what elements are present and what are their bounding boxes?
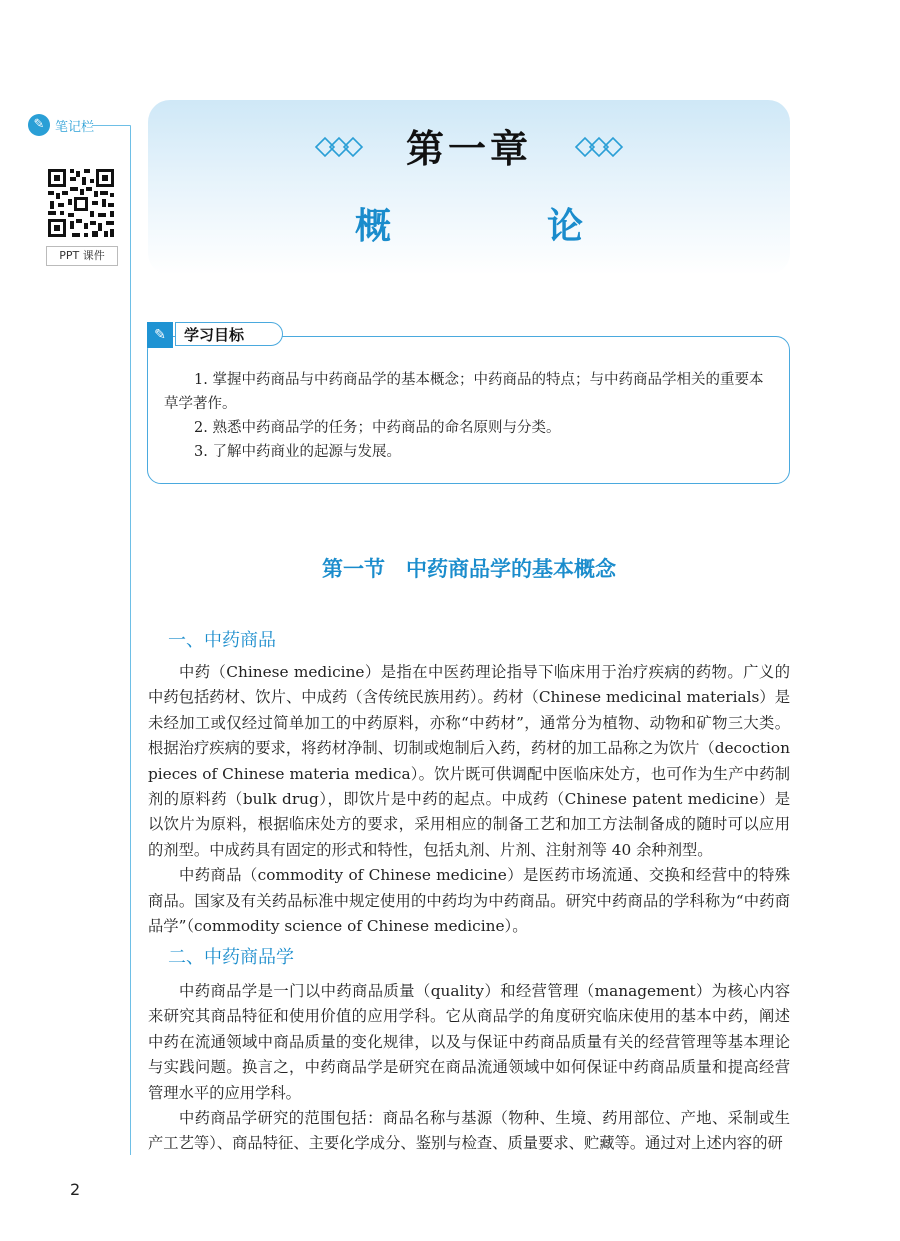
page-number: 2 [70,1180,81,1199]
subsection-heading: 一、中药商品 [168,630,276,651]
notes-column-tab [28,114,138,138]
notes-divider [92,125,130,126]
chapter-number: 第一章 [405,126,532,171]
objective-item: 3. 了解中药商业的起源与发展。 [194,444,401,460]
pencil-icon: ✎ [147,322,173,348]
chapter-banner [148,100,790,275]
subsection-heading: 二、中药商品学 [168,947,294,968]
body-paragraph: 中药商品（commodity of Chinese medicine）是医药市场流通、交换和经营中的特殊商品。国家及有关药品标准中规定使用的中药均为中药商品。研究中药商品的学科称为“中药商品学”（commodity science of Chinese medicine）。 [148,866,790,936]
subsection-body [148,660,790,939]
objective-item: 2. 熟悉中药商品学的任务；中药商品的命名原则与分类。 [194,420,561,436]
qr-code-icon[interactable] [46,163,116,241]
diamond-ornament-right-icon [574,136,626,158]
body-paragraph: 中药（Chinese medicine）是指在中医药理论指导下临床用于治疗疾病的药物。广义的中药包括药材、饮片、中成药（含传统民族用药）。药材（Chinese medicinal materials）是未经加工或仅经过简单加工的中药原料，亦称“中药材”，通常分为植物、动物和矿物三大类。根据治疗疾病的要求，将药材净制、切制或炮制后入药，药材的加工品称之为饮片（decoction pieces of Chinese materia medica）。饮片既可供调配中医临床处方，也可作为生产中药制剂的原料药（bulk drug），即饮片是中药的起点。中成药（Chinese patent medicine）是以饮片为原料，根据临床处方的要求，采用相应的制备工艺和加工方法制备成的随时可以应用的剂型。中成药具有固定的形式和特性，包括丸剂、片剂、注射剂等 40 余种剂型。 [148,663,790,859]
section-title: 第一节 中药商品学的基本概念 [322,557,616,581]
chapter-title: 概 论 [354,206,643,247]
subsection-body [148,979,790,1157]
ppt-courseware-label: PPT 课件 [46,246,118,266]
notes-margin-line [130,125,131,1155]
notes-icon: ✎ [28,114,50,136]
body-paragraph: 中药商品学是一门以中药商品质量（quality）和经营管理（management）为核心内容来研究其商品特征和使用价值的应用学科。它从商品学的角度研究临床使用的基本中药，阐述中药在流通领域中商品质量的变化规律，以及与保证中药商品质量有关的经营管理等基本理论与实践问题。换言之，中药商品学是研究在商品流通领域中如何保证中药商品质量和提高经营管理水平的应用学科。 [148,982,790,1102]
learning-objectives-label: 学习目标 [175,322,283,346]
learning-objectives-tab [147,322,289,348]
body-paragraph: 中药商品学研究的范围包括：商品名称与基源（物种、生境、药用部位、产地、采制或生产工艺等）、商品特征、主要化学成分、鉴别与检查、质量要求、贮藏等。通过对上述内容的研 [148,1109,790,1153]
notes-label: 笔记栏 [55,120,95,135]
learning-objectives-list [164,368,776,464]
objective-item: 1. 掌握中药商品与中药商品学的基本概念；中药商品的特点；与中药商品学相关的重要本草学著作。 [164,372,764,412]
